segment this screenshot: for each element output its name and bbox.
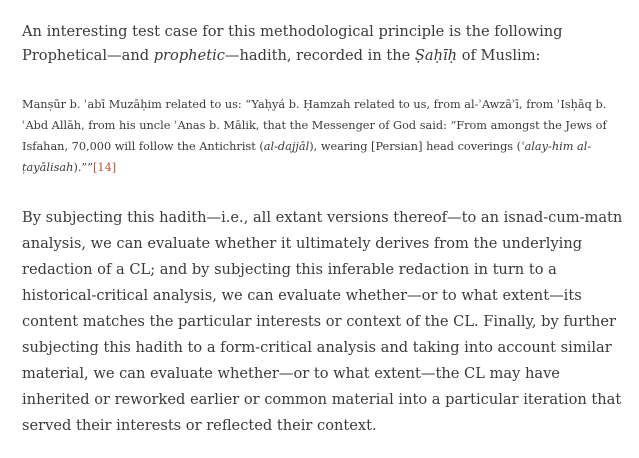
- intro-paragraph: [22, 20, 622, 68]
- quote-emphasis-alayhim: ʿalay-him al-: [521, 140, 592, 153]
- body-line: material, we can evaluate whether—or to what extent—the CL may have: [22, 365, 560, 382]
- quote-emphasis-tayalisah: ṭayālisah: [22, 161, 74, 174]
- body-line: inherited or reworked earlier or common material into a particular iteration that: [22, 391, 622, 408]
- intro-line-1: An interesting test case for this methodological principle is the following: [22, 23, 563, 40]
- quote-emphasis-dajjal: al-dajjāl: [263, 140, 310, 153]
- body-line: subjecting this hadith to a form-critical analysis and taking into account similar: [22, 339, 612, 356]
- body-line: historical-critical analysis, we can evaluate whether—or to what extent—its: [22, 287, 582, 304]
- intro-emphasis-sahih: Ṣaḥīḥ: [414, 47, 458, 64]
- quote-line-2: ʿAbd Allāh, from his uncle ʾAnas b. Mālik, that the Messenger of God said: “From amongst the Jews of: [22, 119, 607, 132]
- intro-text: Prophetical—and: [22, 47, 154, 64]
- quote-text: ), wearing [Persian] head coverings (: [309, 140, 522, 153]
- quote-text: Isfahan, 70,000 will follow the Antichrist (: [22, 140, 264, 153]
- body-line: By subjecting this hadith—i.e., all extant versions thereof—to an isnad-cum-matn: [22, 209, 623, 226]
- body-line: redaction of a CL; and by subjecting this inferable redaction in turn to a: [22, 261, 557, 278]
- intro-line-2: [22, 44, 622, 68]
- body-paragraph: [22, 205, 622, 439]
- quote-text: ).””: [73, 161, 93, 174]
- intro-text: of Muslim:: [457, 47, 541, 64]
- quote-line-1: Manṣūr b. ʾabī Muzāḥim related to us: “Yaḥyá b. Ḥamzah related to us, from al-ʾAwzāʾī, from ʾIsḥāq b.: [22, 98, 607, 111]
- body-line: served their interests or reflected their context.: [22, 417, 377, 434]
- quote-line-4: [22, 157, 607, 178]
- quote-line-3: [22, 136, 607, 157]
- intro-emphasis-prophetic: prophetic: [153, 47, 225, 64]
- body-line: content matches the particular interests or context of the CL. Finally, by further: [22, 313, 616, 330]
- body-line: analysis, we can evaluate whether it ultimately derives from the underlying: [22, 235, 583, 252]
- footnote-link[interactable]: [14]: [93, 161, 117, 174]
- intro-text: —hadith, recorded in the: [224, 47, 415, 64]
- hadith-quotation: [22, 94, 607, 178]
